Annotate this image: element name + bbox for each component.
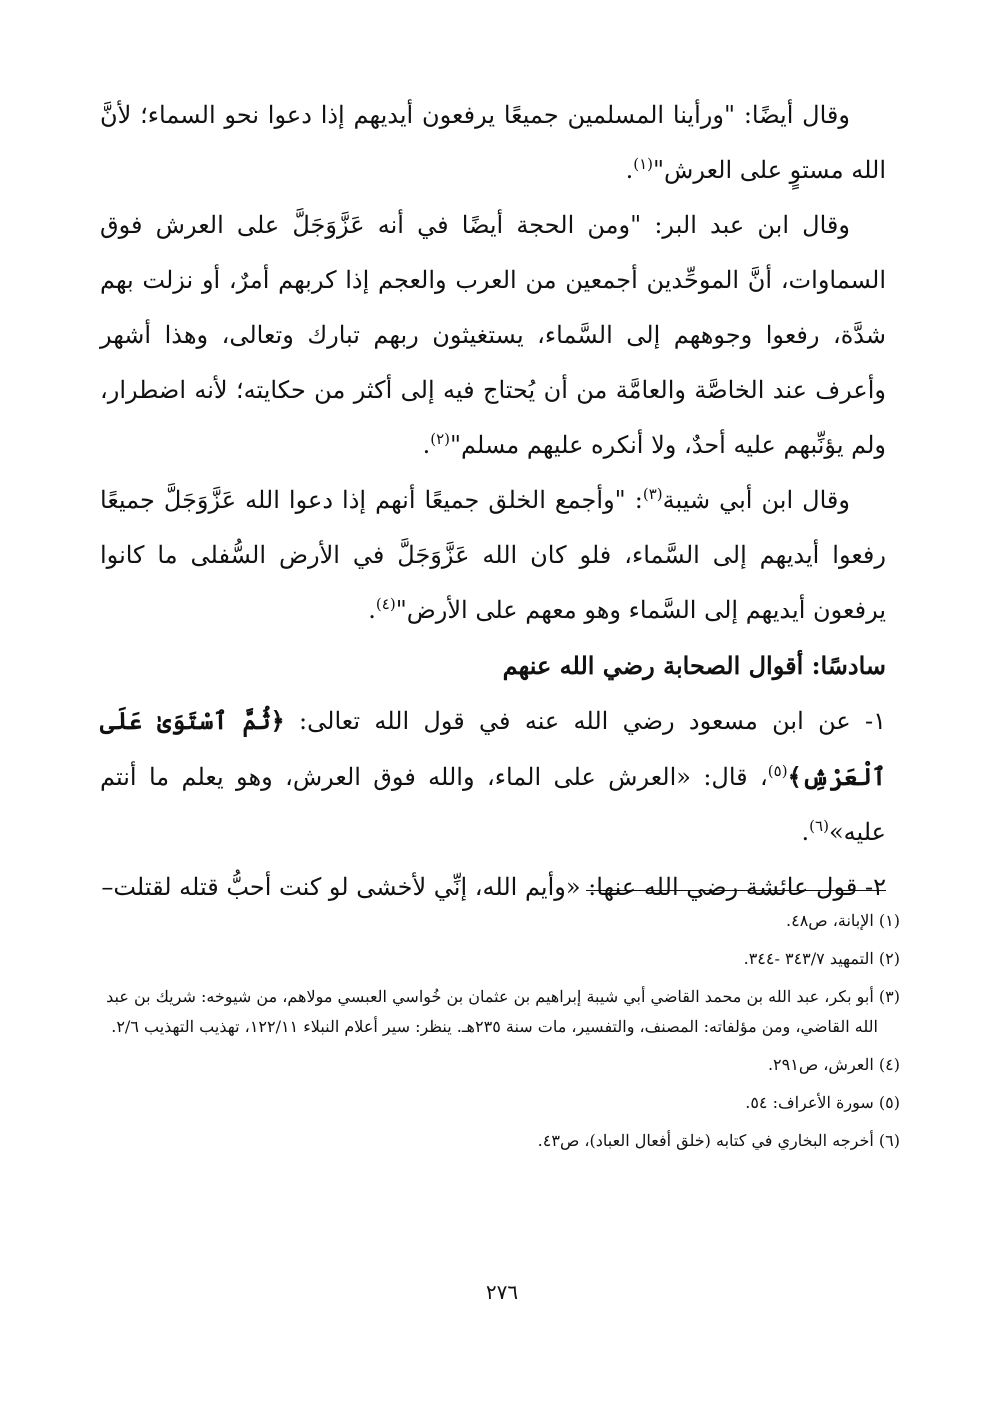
paragraph-3-text-b: : "وأجمع الخلق جميعًا أنهم إذا دعوا الله عَزَّوَجَلَّ جميعًا رفعوا أيديهم إلى السَّماء، فلو كان الله عَزَّوَجَلَّ في الأرض السُّفلى ما كانوا يرفعون أيديهم إلى السَّماء وهو معهم على الأرض" [100,486,886,624]
section-heading: سادسًا: أقوال الصحابة رضي الله عنهم [502,651,886,680]
quran-verse: ﴿ثُمَّ ٱسْتَوَىٰ عَلَى ٱلْعَرْشِ﴾ [100,706,886,791]
footnote-6: (٦) أخرجه البخاري في كتابه (خلق أفعال العباد)، ص٤٣. [537,1131,900,1150]
footnote-ref: (٥) [767,762,788,780]
list-item-2: ٢- قول عائشة رضي الله عنها: «وأيم الله، إنِّي لأخشى لو كنت أحبُّ قتله لقتلت– [101,873,886,901]
footnote-ref: (١) [633,155,653,173]
main-text [100,88,886,915]
paragraph-1-text: وقال أيضًا: "ورأينا المسلمين جميعًا يرفعون أيديهم إذا دعوا نحو السماء؛ لأنَّ الله مستوٍ على العرش" [100,101,886,184]
footnote-ref: (٢) [430,430,450,448]
list-item-1: ١- عن ابن مسعود رضي الله عنه في قول الله تعالى: ﴿ثُمَّ ٱسْتَوَىٰ عَلَى ٱلْعَرْشِ﴾$^{(٥)}$، قال: «العرش على الماء، والله فوق العرش، وهو يعلم ما أنتم عليه»$^{(٦)}$. [100,706,886,846]
footnotes [100,906,900,1164]
paragraph-3-text-a: وقال ابن أبي شيبة [662,486,850,514]
page-number: ٢٧٦ [485,1280,519,1304]
footnote-ref: (٦) [809,817,829,835]
item-1-text-a: ١- عن ابن مسعود رضي الله عنه في قول الله تعالى: [284,707,886,735]
footnote-5: (٥) سورة الأعراف: ٥٤. [745,1093,900,1112]
footnote-separator [586,890,886,891]
paragraph-2: وقال ابن عبد البر: "ومن الحجة أيضًا في أنه عَزَّوَجَلَّ على العرش فوق السماوات، أنَّ الموحِّدين أجمعين من العرب والعجم إذا كربهم أمرٌ، أو نزلت بهم شدَّة، رفعوا وجوههم إلى السَّماء، يستغيثون ربهم تبارك وتعالى، وهذا أشهر وأعرف عند الخاصَّة والعامَّة من أن يُحتاج فيه إلى أكثر من حكايته؛ لأنه اضطرار، ولم يؤنِّبهم عليه أحدٌ، ولا أنكره عليهم مسلم"$^{(٢)}$. [100,211,886,459]
footnote-ref: (٣) [642,485,663,503]
footnote-ref: (٤) [375,595,396,613]
paragraph-1: وقال أيضًا: "ورأينا المسلمين جميعًا يرفعون أيديهم إذا دعوا نحو السماء؛ لأنَّ الله مستوٍ على العرش"$^{(١)}$. [100,101,886,184]
footnote-1: (١) الإبانة، ص٤٨. [786,911,900,930]
footnote-3: (٣) أبو بكر، عبد الله بن محمد القاضي أبي شيبة إبراهيم بن عثمان بن خُواسي العبسي مولاهم، من شيوخه: شريك بن عبد الله القاضي، ومن مؤلفاته: المصنف، والتفسير، مات سنة ٢٣٥هـ. ينظر: سير أعلام النبلاء ١٢٢/١١، تهذيب التهذيب ٢/٦. [106,987,900,1036]
footnote-4: (٤) العرش، ص٢٩١. [767,1055,900,1074]
item-1-text-b: ، قال: «العرش على الماء، والله فوق العرش، وهو يعلم ما أنتم عليه» [100,763,886,846]
paragraph-2-text: وقال ابن عبد البر: "ومن الحجة أيضًا في أنه عَزَّوَجَلَّ على العرش فوق السماوات، أنَّ الموحِّدين أجمعين من العرب والعجم إذا كربهم أمرٌ، أو نزلت بهم شدَّة، رفعوا وجوههم إلى السَّماء، يستغيثون ربهم تبارك وتعالى، وهذا أشهر وأعرف عند الخاصَّة والعامَّة من أن يُحتاج فيه إلى أكثر من حكايته؛ لأنه اضطرار، ولم يؤنِّبهم عليه أحدٌ، ولا أنكره عليهم مسلم" [100,211,886,459]
paragraph-3: وقال ابن أبي شيبة$^{(٣)}$: "وأجمع الخلق جميعًا أنهم إذا دعوا الله عَزَّوَجَلَّ جميعًا رفعوا أيديهم إلى السَّماء، فلو كان الله عَزَّوَجَلَّ في الأرض السُّفلى ما كانوا يرفعون أيديهم إلى السَّماء وهو معهم على الأرض"$^{(٤)}$. [100,485,886,624]
footnote-2: (٢) التمهيد ٣٤٣/٧ -٣٤٤. [743,949,900,968]
